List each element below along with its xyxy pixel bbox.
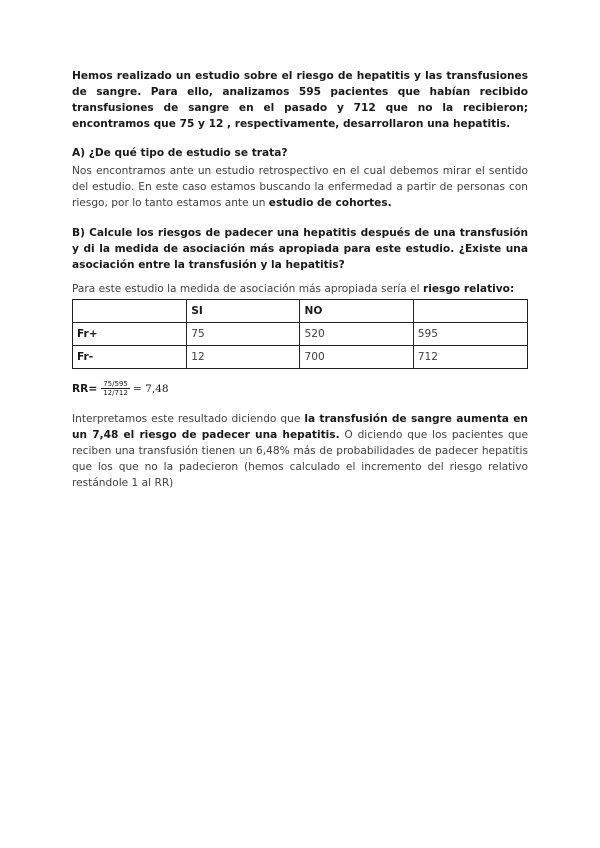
table-row-label: Fr- <box>73 346 187 369</box>
table-cell: 595 <box>413 323 527 346</box>
answer-b-lead-bold: riesgo relativo: <box>423 283 515 295</box>
table-cell: 75 <box>187 323 300 346</box>
interpretation-text-1: Interpretamos este resultado diciendo que <box>72 413 305 425</box>
interpretation-text-2: O diciendo que los pacientes que reciben una transfusión tienen un 6,48% más de probabilidades de padecer hepatitis que los que no la padecieron (hemos calculado el incremento del riesgo relativo restándole 1 al RR) <box>72 429 529 489</box>
table-header-row <box>73 300 528 323</box>
rr-result: = 7,48 <box>132 382 169 395</box>
question-b: B) Calcule los riesgos de padecer una hepatitis después de una transfusión y di la medida de asociación más apropiada para este estudio. ¿Existe una asociación entre la transfusión y la hepatitis? <box>72 227 528 271</box>
table-header-cell <box>73 300 187 323</box>
rr-fraction <box>101 380 130 397</box>
document-page <box>72 68 528 491</box>
question-a: A) ¿De qué tipo de estudio se trata? <box>72 147 288 159</box>
table-row <box>73 346 528 369</box>
table-cell: 12 <box>187 346 300 369</box>
rr-label: RR= <box>72 382 98 395</box>
interpretation-bold: la transfusión de sangre aumenta en un 7,48 el riesgo de padecer una hepatitis. <box>72 413 528 441</box>
table-header-cell: NO <box>300 300 413 323</box>
table-row-label: Fr+ <box>73 323 187 346</box>
table-row <box>73 323 528 346</box>
answer-a-text: Nos encontramos ante un estudio retrospectivo en el cual debemos mirar el sentido del estudio. En este caso estamos buscando la enfermedad a partir de personas con riesgo, por lo tanto estamos ante un <box>72 165 528 209</box>
contingency-table <box>72 299 528 369</box>
rr-denominator: 12/712 <box>103 389 128 397</box>
rr-formula <box>72 380 528 397</box>
answer-a <box>72 163 528 211</box>
table-header-cell <box>413 300 527 323</box>
rr-numerator: 75/595 <box>103 380 128 388</box>
table-cell: 712 <box>413 346 527 369</box>
intro-paragraph: Hemos realizado un estudio sobre el riesgo de hepatitis y las transfusiones de sangre. Para ello, analizamos 595 pacientes que habían recibido transfusiones de sangre en el pasado y 712 que no la recibieron; encontramos que 75 y 12 , respectivamente, desarrollaron una hepatitis. <box>72 70 528 130</box>
interpretation-paragraph <box>72 411 528 491</box>
answer-b-lead <box>72 281 528 297</box>
table-cell: 700 <box>300 346 413 369</box>
answer-a-bold: estudio de cohortes. <box>268 197 392 209</box>
table-cell: 520 <box>300 323 413 346</box>
answer-b-lead-text: Para este estudio la medida de asociación más apropiada sería el <box>72 283 423 295</box>
table-header-cell: SI <box>187 300 300 323</box>
